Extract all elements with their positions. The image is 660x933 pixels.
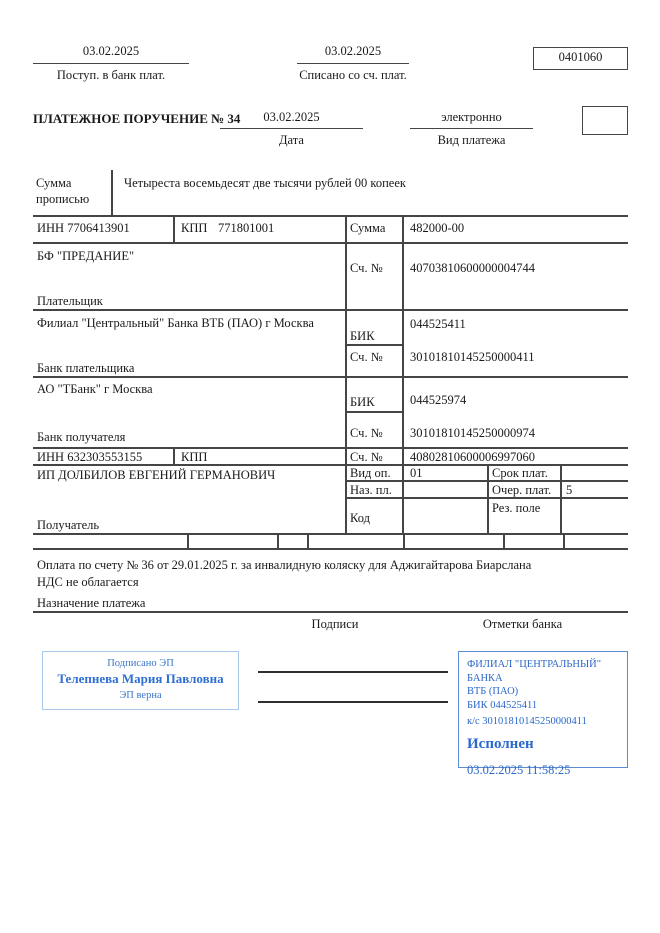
table-line-v [345, 215, 347, 533]
table-line-h [33, 548, 628, 550]
payment-kind-label: Вид платежа [437, 133, 506, 147]
payee-inn: ИНН 632303553155 [37, 450, 143, 464]
payer-section-label: Плательщик [37, 294, 103, 308]
payment-kind-value: электронно [441, 110, 502, 124]
payee-account-label: Сч. № [350, 450, 383, 464]
table-line-v [560, 464, 562, 533]
table-line-v [403, 533, 405, 548]
esignature-top: Подписано ЭП [107, 658, 174, 669]
bank-stamp-line2: ВТБ (ПАО) [467, 686, 519, 698]
amount-value: 482000-00 [410, 221, 465, 235]
signature-line-1 [258, 671, 448, 673]
priority-box-empty [582, 106, 628, 135]
esignature-bottom: ЭП верна [119, 690, 162, 701]
reserve-field-label: Рез. поле [492, 501, 541, 515]
purpose-text-line2: НДС не облагается [37, 575, 139, 589]
bank-stamp-line4: к/с 30101810145250000411 [467, 715, 587, 727]
signature-line-2 [258, 701, 448, 703]
amount-words-text: Четыреста восемьдесят две тысячи рублей 00 копеек [124, 176, 406, 190]
priority-label: Очер. плат. [492, 483, 552, 497]
payer-kpp-label: КПП [181, 221, 208, 235]
payer-bank-account-label: Сч. № [350, 350, 383, 364]
payer-bank-bik-label: БИК [350, 329, 375, 343]
table-line-v [503, 533, 505, 548]
bank-stamp-line1: ФИЛИАЛ "ЦЕНТРАЛЬНЫЙ" БАНКА [467, 659, 602, 684]
payee-section-label: Получатель [37, 518, 100, 532]
due-date-label: Срок плат. [492, 466, 548, 480]
payer-account: 40703810600000004744 [410, 261, 535, 275]
table-line-v [187, 533, 189, 548]
form-code: 0401060 [558, 50, 603, 64]
table-line-h [33, 611, 628, 613]
table-line-h [33, 309, 628, 311]
payee-bank-name: АО "ТБанк" г Москва [37, 382, 153, 396]
table-line-v [563, 533, 565, 548]
table-line-v [487, 464, 489, 533]
purpose-section-label: Назначение платежа [37, 596, 146, 610]
table-line-v [111, 170, 113, 215]
bank-stamp-status: Исполнен [467, 736, 534, 753]
table-line-h [345, 344, 404, 346]
payee-bank-bik-label: БИК [350, 395, 375, 409]
payee-account: 40802810600006997060 [410, 450, 535, 464]
payer-account-label: Сч. № [350, 261, 383, 275]
doc-date-value: 03.02.2025 [263, 110, 320, 124]
table-line-h [33, 376, 628, 378]
payer-name: БФ "ПРЕДАНИЕ" [37, 249, 135, 263]
payee-bank-section-label: Банк получателя [37, 430, 126, 444]
payment-kind-underline [410, 110, 533, 129]
table-line-v [173, 215, 175, 242]
document-title: ПЛАТЕЖНОЕ ПОРУЧЕНИЕ № 34 [33, 111, 241, 126]
bank-stamp-line3: БИК 044525411 [467, 699, 538, 711]
priority-value: 5 [566, 483, 573, 497]
table-line-h [33, 447, 628, 449]
purpose-text-line1: Оплата по счету № 36 от 29.01.2025 г. за инвалидную коляску для Аджигайтарова Биарслана [37, 558, 532, 572]
payee-name: ИП ДОЛБИЛОВ ЕВГЕНИЙ ГЕРМАНОВИЧ [37, 468, 276, 482]
received-date-underline [33, 44, 189, 64]
signatures-label: Подписи [311, 617, 359, 631]
amount-label: Сумма [350, 221, 386, 235]
amount-words-label-1: Сумма [36, 176, 72, 190]
payer-bank-section-label: Банк плательщика [37, 361, 135, 375]
table-line-h [33, 242, 628, 244]
table-line-h [345, 411, 404, 413]
table-line-v [402, 215, 404, 533]
bank-stamp [458, 651, 628, 777]
doc-date-label: Дата [279, 133, 304, 147]
esignature-stamp [42, 651, 239, 710]
op-type-value: 01 [410, 466, 423, 480]
payee-kpp-label: КПП [181, 450, 208, 464]
code-label: Код [350, 511, 370, 525]
table-line-h [33, 215, 628, 217]
payer-inn: ИНН 7706413901 [37, 221, 130, 235]
table-line-v [307, 533, 309, 548]
table-line-h [33, 533, 628, 535]
payee-bank-bik: 044525974 [410, 393, 467, 407]
debited-date-underline [297, 44, 409, 64]
payer-bank-account: 30101810145250000411 [410, 350, 535, 364]
purpose-code-label: Наз. пл. [350, 483, 392, 497]
debited-date: 03.02.2025 [324, 44, 382, 58]
payer-kpp-value: 771801001 [218, 221, 275, 235]
table-line-v [277, 533, 279, 548]
amount-words-label-2: прописью [36, 192, 90, 206]
op-type-label: Вид оп. [350, 466, 391, 480]
table-line-v [173, 447, 175, 464]
esignature-name: Телепнева Мария Павловна [57, 671, 224, 686]
received-date: 03.02.2025 [82, 44, 140, 58]
form-code-box [533, 47, 628, 70]
received-label: Поступ. в банк плат. [56, 68, 166, 82]
payer-bank-bik: 044525411 [410, 317, 466, 331]
payer-bank-name: Филиал "Центральный" Банка ВТБ (ПАО) г Москва [37, 316, 314, 330]
bank-stamp-datetime: 03.02.2025 11:58:25 [467, 762, 571, 777]
doc-date-underline [220, 110, 363, 129]
payee-bank-account: 30101810145250000974 [410, 426, 535, 440]
bank-marks-label: Отметки банка [482, 617, 563, 631]
payee-bank-account-label: Сч. № [350, 426, 383, 440]
debited-label: Списано со сч. плат. [299, 68, 407, 82]
